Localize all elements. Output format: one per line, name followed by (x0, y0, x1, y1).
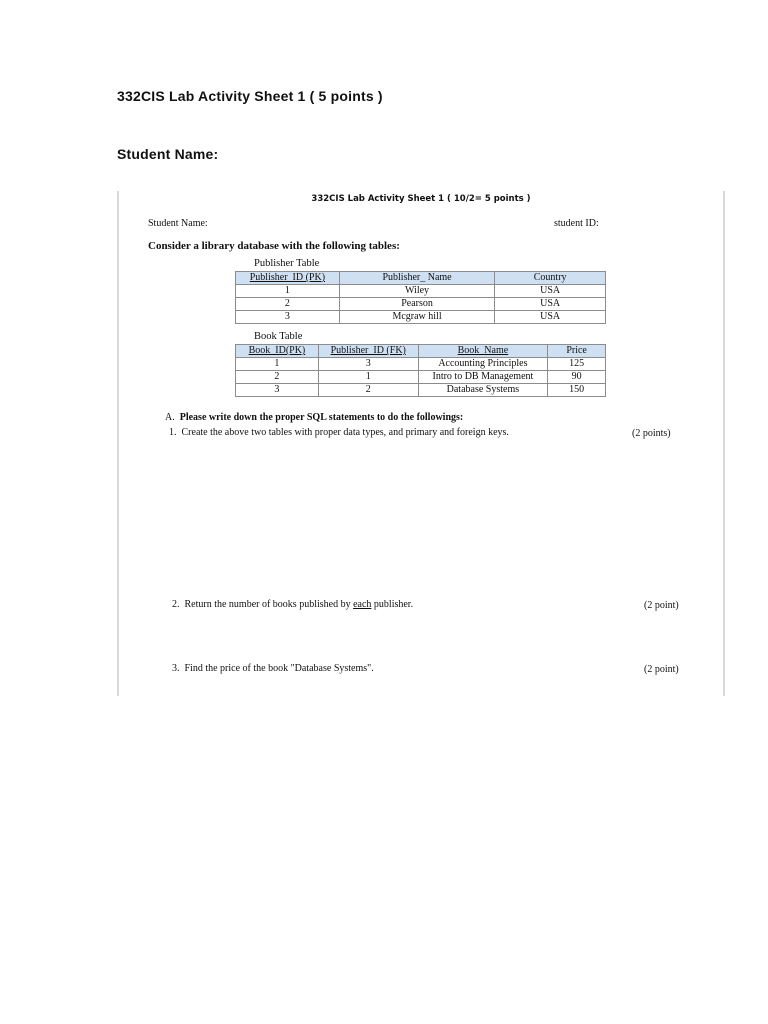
table-cell: 125 (548, 358, 606, 371)
table-cell: 2 (318, 384, 418, 397)
question-1-points: (2 points) (632, 428, 671, 439)
publisher-table (235, 271, 606, 324)
question-2-text-before: Return the number of books published by (184, 599, 354, 610)
book-table-header-row (236, 345, 606, 358)
question-3-num: 3. (172, 663, 180, 674)
question-2 (172, 599, 413, 610)
publisher-table-caption: Publisher Table (254, 258, 320, 269)
table-cell: 1 (318, 371, 418, 384)
question-2-text-after: publisher. (371, 599, 414, 610)
table-cell: 3 (236, 384, 319, 397)
book-col-publisher-id: Publisher_ID (FK) (318, 345, 418, 358)
table-cell: 150 (548, 384, 606, 397)
book-table-caption: Book Table (254, 331, 303, 342)
publisher-col-name: Publisher_ Name (339, 272, 495, 285)
table-cell: Accounting Principles (418, 358, 548, 371)
table-cell: 2 (236, 298, 340, 311)
question-2-points: (2 point) (644, 600, 679, 611)
section-a-text: Please write down the proper SQL statements to do the followings: (179, 412, 464, 423)
question-1 (169, 427, 509, 438)
document-title: 332CIS Lab Activity Sheet 1 ( 5 points ) (117, 88, 383, 104)
table-cell: Mcgraw hill (339, 311, 495, 324)
table-row (236, 371, 606, 384)
book-col-price: Price (548, 345, 606, 358)
table-row (236, 298, 606, 311)
table-cell: 1 (236, 285, 340, 298)
table-cell: 1 (236, 358, 319, 371)
question-1-num: 1. (169, 427, 177, 438)
table-cell: 90 (548, 371, 606, 384)
question-3-text: Find the price of the book "Database Systems". (184, 663, 374, 674)
sheet-title: 332CIS Lab Activity Sheet 1 ( 10/2= 5 points ) (311, 194, 531, 204)
table-cell: 3 (236, 311, 340, 324)
section-a-label: A. (165, 412, 175, 423)
table-row (236, 285, 606, 298)
book-table (235, 344, 606, 397)
table-cell: USA (495, 311, 606, 324)
table-cell: 3 (318, 358, 418, 371)
table-cell: Pearson (339, 298, 495, 311)
question-2-text-emph: each (353, 599, 372, 610)
table-cell: USA (495, 298, 606, 311)
book-col-id: Book_ID(PK) (236, 345, 319, 358)
section-a (165, 412, 463, 423)
question-3-points: (2 point) (644, 664, 679, 675)
table-row (236, 384, 606, 397)
scanned-sheet (117, 191, 725, 696)
sheet-student-name-label: Student Name: (148, 218, 208, 229)
table-cell: 2 (236, 371, 319, 384)
table-row (236, 311, 606, 324)
sheet-intro: Consider a library database with the following tables: (148, 240, 400, 252)
publisher-col-country: Country (495, 272, 606, 285)
question-1-text: Create the above two tables with proper data types, and primary and foreign keys. (181, 427, 509, 438)
table-cell: Wiley (339, 285, 495, 298)
scan-edge-right (723, 191, 725, 696)
scan-edge-left (117, 191, 119, 696)
publisher-table-header-row (236, 272, 606, 285)
sheet-student-id-label: student ID: (554, 218, 599, 229)
question-3 (172, 663, 374, 674)
book-col-name: Book_Name (418, 345, 548, 358)
table-cell: USA (495, 285, 606, 298)
table-cell: Intro to DB Management (418, 371, 548, 384)
publisher-col-id: Publisher_ID (PK) (236, 272, 340, 285)
table-cell: Database Systems (418, 384, 548, 397)
student-name-label: Student Name: (117, 146, 219, 162)
question-2-num: 2. (172, 599, 180, 610)
table-row (236, 358, 606, 371)
